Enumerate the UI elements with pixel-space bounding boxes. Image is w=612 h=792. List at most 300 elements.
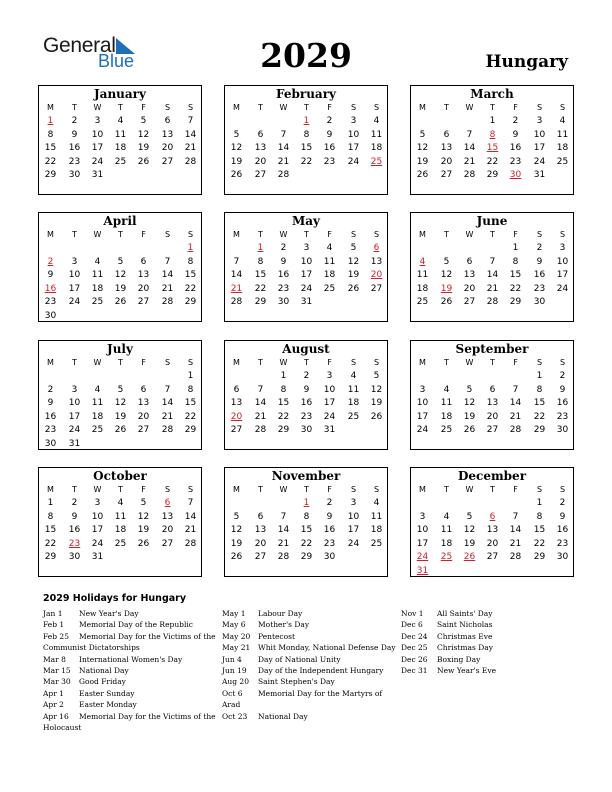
holidays-title: 2029 Holidays for Hungary	[43, 593, 187, 604]
holiday-day-cell: 6	[164, 498, 171, 508]
day-cell: 14	[161, 270, 174, 281]
day-cell: 9	[326, 511, 333, 522]
day-cell: 24	[91, 156, 104, 167]
weekday-header: S	[350, 358, 357, 367]
holiday-entry	[401, 608, 581, 619]
holiday-date: May 21	[222, 643, 251, 653]
day-cell: 30	[556, 552, 569, 563]
day-cell: 19	[137, 143, 150, 154]
day-cell: 27	[161, 538, 174, 549]
day-cell: 24	[68, 425, 81, 436]
day-cell: 24	[416, 425, 429, 436]
day-cell: 29	[300, 552, 313, 563]
day-cell: 10	[68, 398, 81, 409]
day-cell: 25	[114, 538, 127, 549]
month-title: July	[107, 342, 133, 356]
calendar-country: Hungary	[485, 52, 568, 72]
month-title: August	[282, 342, 330, 356]
month-title: December	[457, 469, 527, 483]
day-cell: 26	[347, 283, 360, 294]
holiday-entry	[222, 688, 402, 711]
day-cell: 9	[512, 129, 519, 140]
weekday-header: S	[187, 230, 194, 239]
weekday-header: S	[164, 230, 171, 239]
weekday-header: W	[279, 485, 288, 494]
month-december	[410, 467, 574, 577]
weekday-header: T	[490, 485, 495, 494]
holiday-day-cell: 21	[230, 283, 243, 294]
day-cell: 7	[187, 116, 194, 126]
weekday-header: F	[327, 485, 332, 494]
day-cell: 7	[466, 129, 473, 140]
day-cell: 25	[416, 297, 429, 308]
day-cell: 13	[161, 129, 174, 140]
holiday-date: Mar 8	[43, 654, 66, 664]
weekday-header-row	[225, 230, 387, 240]
day-cell: 26	[114, 425, 127, 436]
weekday-header: S	[187, 358, 194, 367]
weekday-header: T	[304, 485, 309, 494]
holiday-day-cell: 25	[440, 552, 453, 563]
day-cell: 18	[91, 411, 104, 422]
day-cell: 16	[277, 270, 290, 281]
weekday-header-row	[411, 358, 573, 368]
month-may	[224, 212, 388, 322]
holiday-name: New Year's Eve	[437, 666, 497, 676]
holiday-entry	[401, 619, 581, 630]
day-cell: 14	[486, 270, 499, 281]
month-january	[38, 85, 202, 195]
holiday-entry	[43, 619, 223, 630]
day-cell: 31	[533, 170, 546, 181]
day-cell: 15	[254, 270, 267, 281]
day-cell: 28	[184, 538, 197, 549]
day-cell: 15	[509, 270, 522, 281]
weekday-header-row	[411, 103, 573, 113]
weekday-header: W	[465, 358, 474, 367]
weekday-header: M	[47, 358, 54, 367]
day-cell: 16	[533, 270, 546, 281]
day-cell: 20	[137, 411, 150, 422]
holiday-name: Labour Day	[258, 609, 303, 618]
holiday-day-cell: 23	[68, 538, 81, 549]
day-cell: 26	[230, 552, 243, 563]
day-cell: 11	[347, 384, 360, 395]
day-cell: 23	[533, 283, 546, 294]
day-cell: 10	[323, 384, 336, 395]
weekday-header: F	[327, 230, 332, 239]
month-september	[410, 340, 574, 450]
day-cell: 24	[347, 538, 360, 549]
holiday-date: Mar 30	[43, 677, 71, 687]
holiday-name: Pentecost	[258, 631, 296, 641]
day-cell: 19	[137, 525, 150, 536]
holidays-column	[222, 608, 402, 722]
month-title: May	[291, 214, 321, 228]
day-cell: 25	[91, 425, 104, 436]
day-cell: 27	[440, 170, 453, 181]
day-cell: 8	[47, 129, 54, 140]
weekday-header: S	[164, 485, 171, 494]
day-cell: 22	[277, 411, 290, 422]
weekday-header: F	[513, 230, 518, 239]
day-cell: 19	[347, 270, 360, 281]
weekday-header: T	[444, 103, 449, 112]
day-cell: 13	[254, 143, 267, 154]
day-cell: 3	[559, 243, 566, 253]
day-cell: 18	[440, 411, 453, 422]
day-cell: 30	[300, 425, 313, 436]
weekday-header: T	[118, 485, 123, 494]
weekday-header: W	[93, 230, 102, 239]
day-cell: 24	[556, 283, 569, 294]
day-cell: 15	[184, 398, 197, 409]
day-cell: 28	[509, 425, 522, 436]
day-cell: 29	[533, 552, 546, 563]
weekday-header: W	[279, 358, 288, 367]
day-cell: 1	[489, 116, 496, 126]
day-cell: 25	[556, 156, 569, 167]
day-cell: 8	[257, 256, 264, 267]
month-title: October	[93, 469, 147, 483]
day-cell: 4	[373, 116, 380, 126]
day-cell: 5	[466, 511, 473, 522]
day-cell: 31	[91, 552, 104, 563]
day-cell: 8	[512, 256, 519, 267]
day-cell: 25	[114, 156, 127, 167]
day-cell: 25	[91, 297, 104, 308]
weekday-header: M	[233, 230, 240, 239]
day-cell: 29	[509, 297, 522, 308]
day-cell: 12	[114, 398, 127, 409]
day-cell: 10	[416, 398, 429, 409]
day-cell: 10	[91, 511, 104, 522]
day-cell: 8	[47, 511, 54, 522]
day-cell: 10	[556, 256, 569, 267]
day-cell: 30	[533, 297, 546, 308]
weekday-header-row	[39, 485, 201, 495]
day-cell: 8	[187, 256, 194, 267]
weekday-header: M	[47, 103, 54, 112]
day-cell: 13	[463, 270, 476, 281]
day-cell: 17	[416, 538, 429, 549]
day-cell: 31	[91, 170, 104, 181]
day-cell: 3	[94, 498, 101, 508]
day-cell: 16	[323, 143, 336, 154]
day-cell: 4	[94, 384, 101, 395]
day-cell: 4	[94, 256, 101, 267]
day-cell: 17	[347, 525, 360, 536]
day-cell: 6	[164, 116, 171, 126]
day-cell: 5	[466, 384, 473, 395]
day-cell: 28	[161, 297, 174, 308]
weekday-header-row	[411, 230, 573, 240]
weekday-header: M	[419, 103, 426, 112]
weekday-header: F	[141, 103, 146, 112]
weekday-header: S	[559, 485, 566, 494]
day-cell: 11	[91, 398, 104, 409]
holiday-date: Nov 1	[401, 609, 424, 618]
holiday-name: Day of National Unity	[258, 654, 341, 664]
day-cell: 18	[323, 270, 336, 281]
day-cell: 23	[44, 425, 57, 436]
weekday-header-row	[411, 485, 573, 495]
weekday-header: S	[350, 103, 357, 112]
holiday-entry	[401, 665, 581, 676]
day-cell: 13	[161, 511, 174, 522]
day-cell: 27	[463, 297, 476, 308]
day-cell: 14	[277, 525, 290, 536]
holiday-date: Jun 4	[222, 654, 242, 664]
holiday-day-cell: 8	[489, 129, 496, 140]
day-cell: 7	[164, 256, 171, 267]
holiday-entry	[222, 676, 402, 687]
day-cell: 14	[161, 398, 174, 409]
day-cell: 6	[140, 256, 147, 267]
month-title: April	[103, 214, 137, 228]
holiday-day-cell: 31	[416, 566, 429, 576]
holiday-day-cell: 26	[463, 552, 476, 563]
day-cell: 21	[161, 283, 174, 294]
day-cell: 16	[68, 143, 81, 154]
holiday-date: Apr 16	[43, 711, 69, 721]
day-cell: 1	[187, 371, 194, 381]
day-cell: 1	[512, 243, 519, 253]
day-cell: 14	[184, 129, 197, 140]
month-april	[38, 212, 202, 322]
weekday-header: M	[233, 485, 240, 494]
holidays-column	[43, 608, 223, 733]
day-cell: 4	[373, 498, 380, 508]
day-cell: 3	[350, 498, 357, 508]
holiday-name: All Saints' Day	[437, 609, 493, 618]
day-cell: 5	[350, 243, 357, 253]
day-cell: 21	[254, 411, 267, 422]
weekday-header: F	[327, 103, 332, 112]
day-cell: 14	[254, 398, 267, 409]
day-cell: 15	[300, 525, 313, 536]
day-cell: 8	[536, 384, 543, 395]
day-cell: 9	[326, 129, 333, 140]
day-cell: 2	[559, 371, 566, 381]
day-cell: 30	[277, 297, 290, 308]
month-february	[224, 85, 388, 195]
day-cell: 11	[114, 511, 127, 522]
day-cell: 13	[440, 143, 453, 154]
holiday-day-cell: 6	[489, 511, 496, 522]
day-cell: 13	[486, 525, 499, 536]
day-cell: 18	[91, 283, 104, 294]
day-cell: 2	[536, 243, 543, 253]
day-cell: 26	[137, 538, 150, 549]
day-cell: 31	[68, 439, 81, 449]
holiday-date: Dec 31	[401, 666, 428, 676]
holiday-name: Memorial Day for the Victims of the Holocaust	[43, 711, 216, 733]
holiday-date: Apr 2	[43, 700, 64, 710]
day-cell: 29	[254, 297, 267, 308]
day-cell: 23	[44, 297, 57, 308]
day-cell: 26	[463, 425, 476, 436]
day-cell: 4	[117, 116, 124, 126]
day-cell: 12	[463, 398, 476, 409]
day-cell: 25	[440, 425, 453, 436]
holiday-day-cell: 24	[416, 552, 429, 563]
day-cell: 30	[44, 311, 57, 321]
day-cell: 19	[416, 156, 429, 167]
weekday-header: W	[465, 485, 474, 494]
day-cell: 29	[44, 170, 57, 181]
day-cell: 22	[254, 283, 267, 294]
day-cell: 21	[184, 143, 197, 154]
day-cell: 16	[44, 411, 57, 422]
holiday-date: Dec 25	[401, 643, 428, 653]
day-cell: 10	[68, 270, 81, 281]
holiday-entry	[43, 688, 223, 699]
day-cell: 15	[300, 143, 313, 154]
day-cell: 6	[233, 384, 240, 395]
day-cell: 17	[68, 411, 81, 422]
day-cell: 18	[370, 143, 383, 154]
day-cell: 13	[254, 525, 267, 536]
weekday-header: S	[559, 230, 566, 239]
holiday-date: May 20	[222, 631, 251, 641]
day-cell: 19	[463, 411, 476, 422]
day-cell: 6	[466, 256, 473, 267]
day-cell: 9	[47, 270, 54, 281]
day-cell: 7	[233, 256, 240, 267]
holiday-date: Jan 1	[43, 609, 63, 618]
weekday-header: M	[419, 485, 426, 494]
day-cell: 10	[300, 256, 313, 267]
weekday-header: W	[279, 230, 288, 239]
day-cell: 5	[140, 116, 147, 126]
day-cell: 2	[303, 371, 310, 381]
holiday-name: Memorial Day of the Republic	[79, 620, 193, 630]
weekday-header: S	[187, 485, 194, 494]
day-cell: 14	[184, 511, 197, 522]
day-cell: 12	[370, 384, 383, 395]
month-august	[224, 340, 388, 450]
holiday-day-cell: 1	[257, 243, 264, 253]
day-cell: 31	[323, 425, 336, 436]
holiday-entry	[222, 665, 402, 676]
holiday-day-cell: 20	[230, 411, 243, 422]
day-cell: 10	[91, 129, 104, 140]
month-october	[38, 467, 202, 577]
day-cell: 9	[559, 384, 566, 395]
day-cell: 15	[44, 143, 57, 154]
month-title: June	[476, 214, 508, 228]
weekday-header: W	[279, 103, 288, 112]
day-cell: 7	[489, 256, 496, 267]
day-cell: 17	[347, 143, 360, 154]
day-cell: 6	[257, 511, 264, 522]
weekday-header: T	[444, 485, 449, 494]
day-cell: 5	[117, 256, 124, 267]
weekday-header: T	[444, 358, 449, 367]
day-cell: 27	[254, 170, 267, 181]
day-cell: 13	[370, 256, 383, 267]
day-cell: 23	[509, 156, 522, 167]
day-cell: 20	[254, 156, 267, 167]
weekday-header: T	[72, 358, 77, 367]
holiday-day-cell: 20	[370, 270, 383, 281]
day-cell: 28	[161, 425, 174, 436]
day-cell: 5	[373, 371, 380, 381]
day-cell: 3	[536, 116, 543, 126]
weekday-header: T	[258, 230, 263, 239]
day-cell: 12	[230, 525, 243, 536]
day-cell: 29	[44, 552, 57, 563]
day-cell: 4	[559, 116, 566, 126]
holiday-day-cell: 15	[486, 143, 499, 154]
holiday-name: Christmas Eve	[437, 631, 493, 641]
month-july	[38, 340, 202, 450]
day-cell: 24	[347, 156, 360, 167]
day-cell: 16	[323, 525, 336, 536]
holiday-date: Mar 15	[43, 666, 71, 676]
month-title: February	[275, 87, 336, 101]
day-cell: 6	[140, 384, 147, 395]
holiday-name: Mother's Day	[258, 620, 310, 630]
day-cell: 5	[233, 129, 240, 140]
day-cell: 23	[68, 156, 81, 167]
day-cell: 13	[137, 398, 150, 409]
day-cell: 30	[44, 439, 57, 449]
holiday-date: May 1	[222, 609, 246, 618]
day-cell: 28	[184, 156, 197, 167]
day-cell: 12	[137, 511, 150, 522]
day-cell: 24	[68, 297, 81, 308]
day-cell: 19	[114, 411, 127, 422]
day-cell: 2	[326, 116, 333, 126]
weekday-header: S	[373, 230, 380, 239]
day-cell: 28	[254, 425, 267, 436]
holiday-date: Jun 19	[222, 666, 247, 676]
weekday-header: T	[258, 358, 263, 367]
holiday-entry	[401, 631, 581, 642]
weekday-header: F	[513, 485, 518, 494]
day-cell: 26	[137, 156, 150, 167]
weekday-header: S	[164, 103, 171, 112]
weekday-header: M	[233, 358, 240, 367]
day-cell: 23	[277, 283, 290, 294]
holiday-day-cell: 4	[419, 256, 426, 267]
day-cell: 7	[257, 384, 264, 395]
day-cell: 29	[486, 170, 499, 181]
day-cell: 19	[230, 156, 243, 167]
holiday-date: May 6	[222, 620, 246, 630]
holiday-name: Good Friday	[79, 677, 126, 687]
day-cell: 18	[416, 283, 429, 294]
weekday-header: S	[559, 358, 566, 367]
day-cell: 17	[68, 283, 81, 294]
day-cell: 18	[556, 143, 569, 154]
day-cell: 8	[187, 384, 194, 395]
day-cell: 10	[416, 525, 429, 536]
holiday-name: Christmas Day	[437, 643, 493, 653]
day-cell: 26	[370, 411, 383, 422]
day-cell: 12	[230, 143, 243, 154]
day-cell: 24	[91, 538, 104, 549]
weekday-header: S	[373, 485, 380, 494]
day-cell: 27	[486, 425, 499, 436]
month-march	[410, 85, 574, 195]
day-cell: 20	[486, 411, 499, 422]
weekday-header: F	[513, 103, 518, 112]
day-cell: 24	[533, 156, 546, 167]
day-cell: 9	[71, 511, 78, 522]
